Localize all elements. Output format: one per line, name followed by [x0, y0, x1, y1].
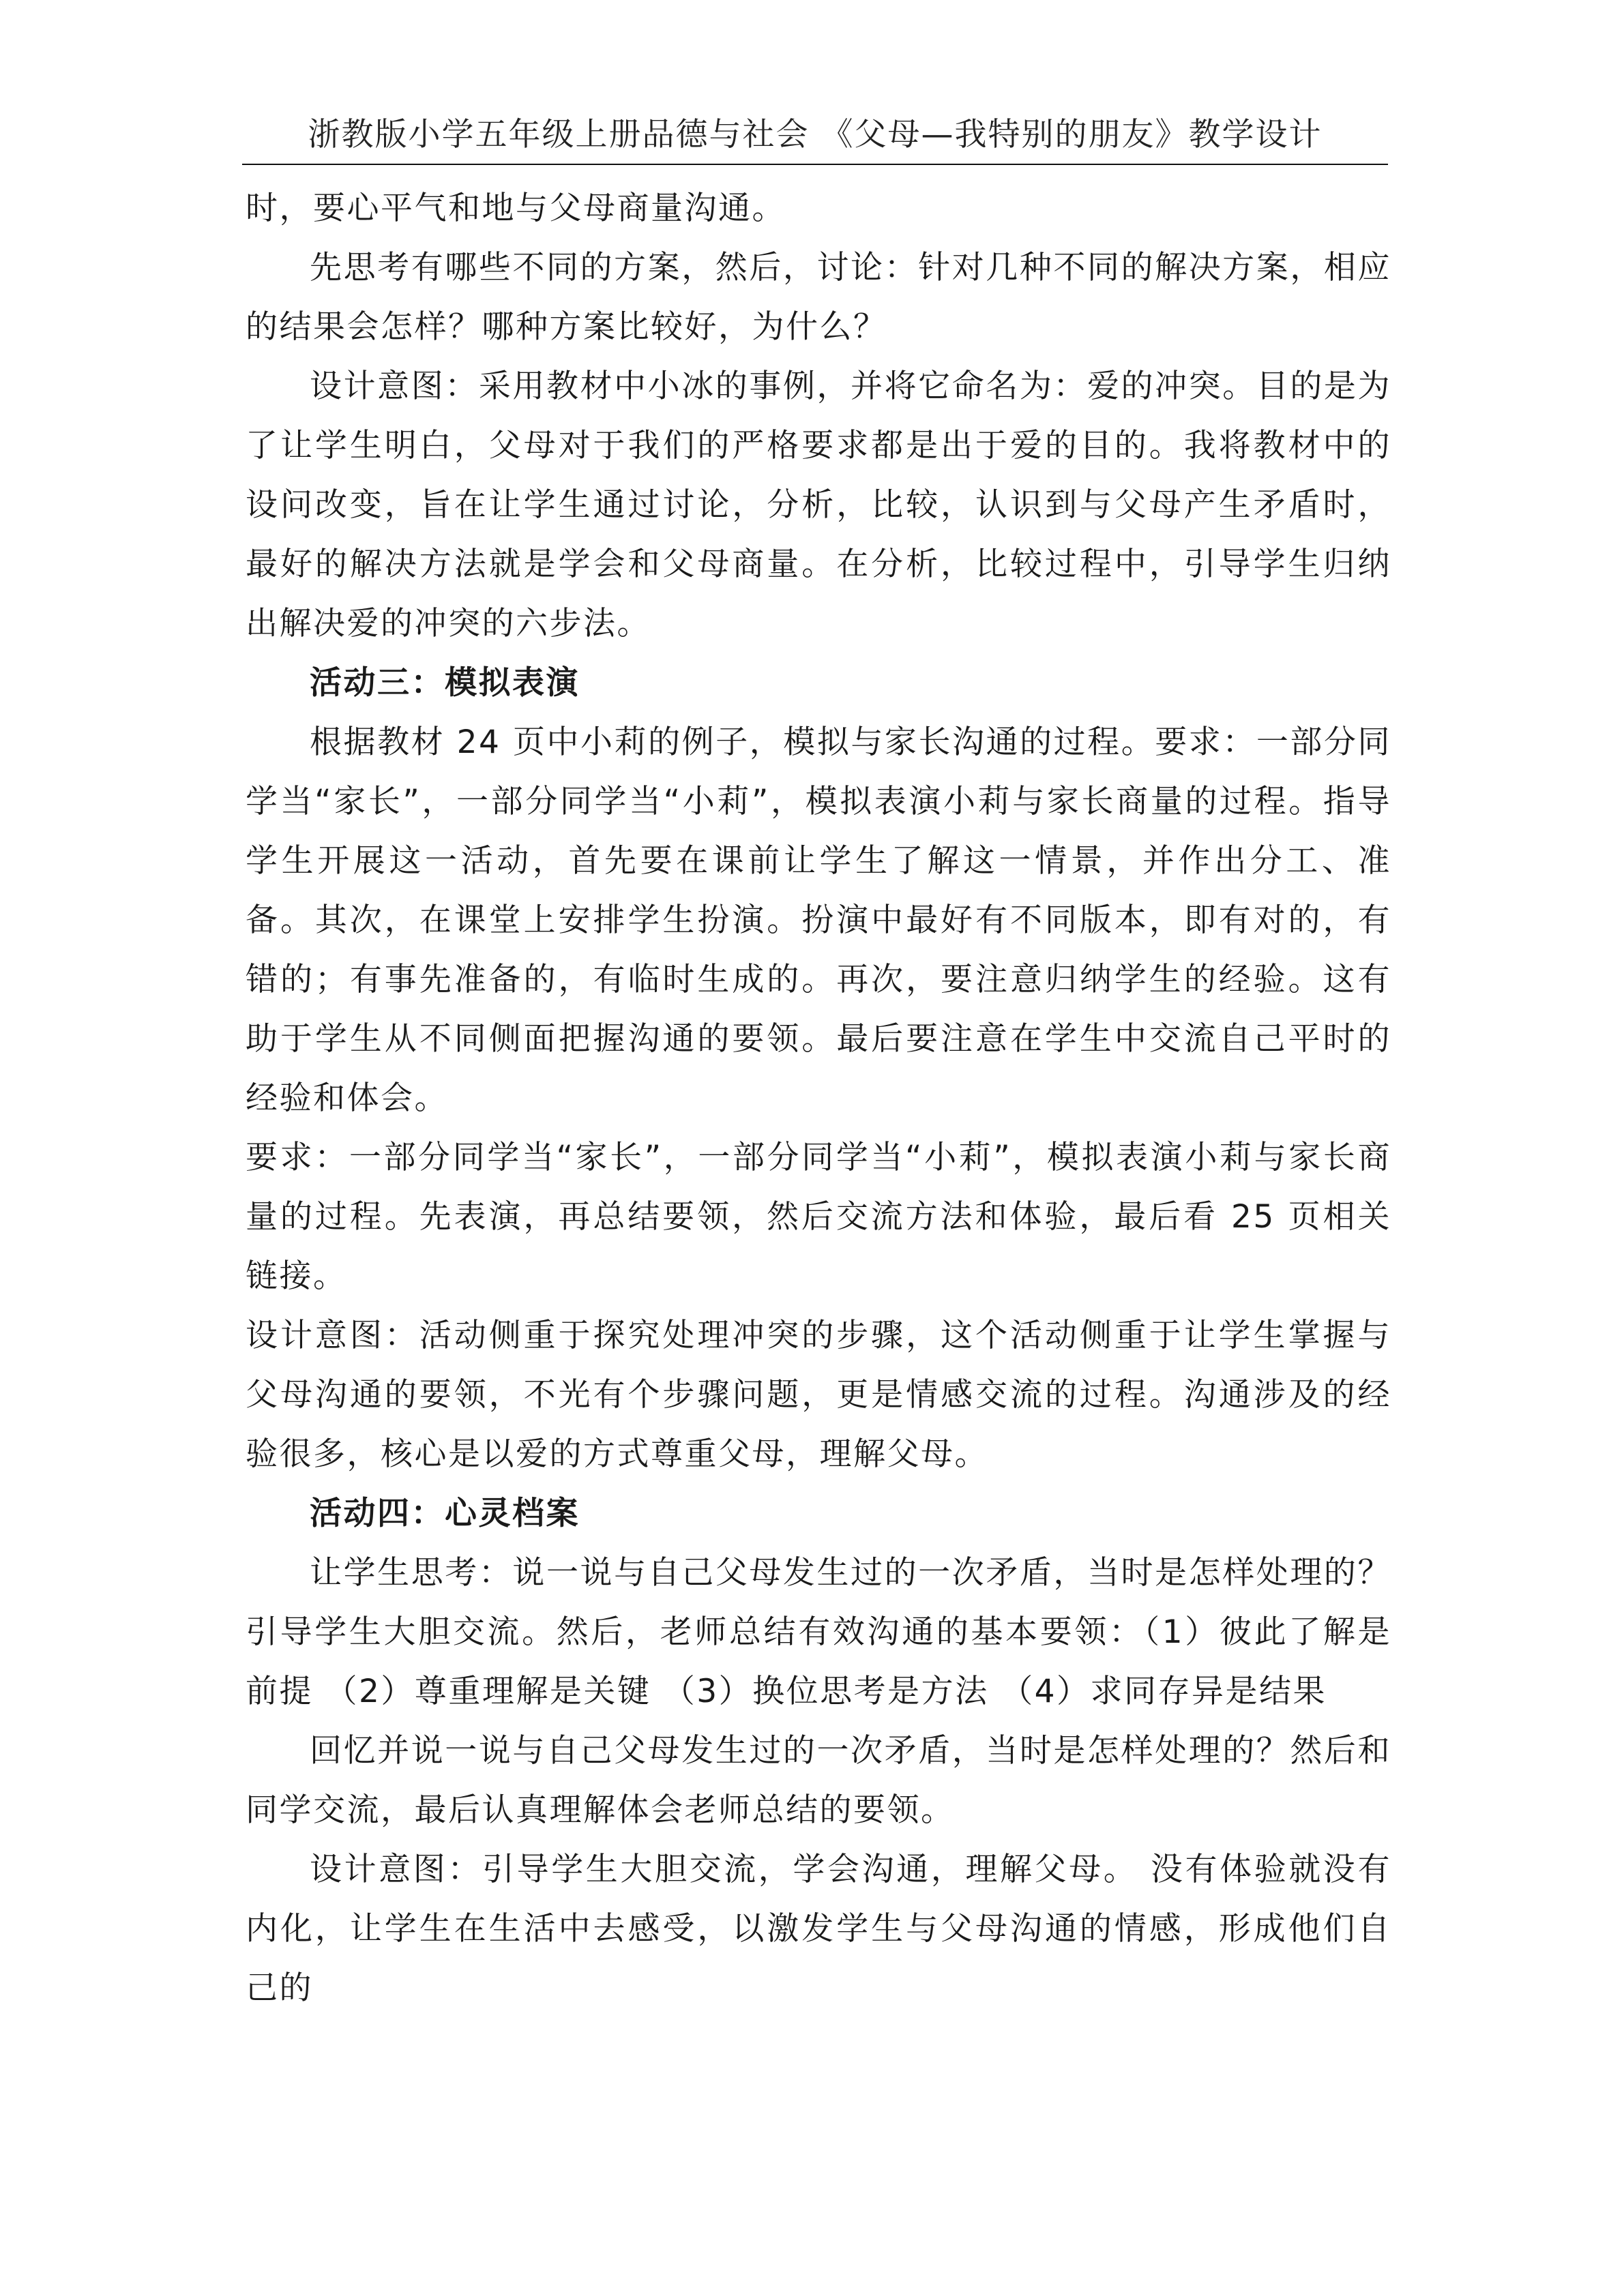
paragraph-design-intent: 设计意图：采用教材中小冰的事例，并将它命名为：爱的冲突。目的是为了让学生明白，父母对于我们的严格要求都是出于爱的目的。我将教材中的设问改变，旨在让学生通过讨论，分析，比较，认识到与父母产生矛盾时，最好的解决方法就是学会和父母商量。在分析，比较过程中，引导学生归纳出解决爱的冲突的六步法。 — [246, 368, 1391, 642]
paragraph: 回忆并说一说与自己父母发生过的一次矛盾，当时是怎样处理的？然后和同学交流，最后认真理解体会老师总结的要领。 — [246, 1732, 1391, 1829]
header-divider — [242, 164, 1388, 165]
section-heading-activity-3: 活动三：模拟表演 — [310, 664, 580, 702]
paragraph: 根据教材 24 页中小莉的例子，模拟与家长沟通的过程。要求：一部分同学当“家长”，一部分同学当“小莉”，模拟表演小莉与家长商量的过程。指导学生开展这一活动，首先要在课前让学生了解这一情景，并作出分工、准备。其次，在课堂上安排学生扮演。扮演中最好有不同版本，即有对的，有错的；有事先准备的，有临时生成的。再次，要注意归纳学生的经验。这有助于学生从不同侧面把握沟通的要领。最后要注意在学生中交流自己平时的经验和体会。 — [246, 724, 1391, 1117]
section-heading-activity-4: 活动四：心灵档案 — [310, 1495, 580, 1532]
paragraph: 先思考有哪些不同的方案，然后，讨论：针对几种不同的解决方案，相应的结果会怎样？哪种方案比较好，为什么？ — [246, 249, 1391, 346]
paragraph: 时，要心平气和地与父母商量沟通。 — [246, 190, 786, 227]
paragraph-design-intent: 设计意图：引导学生大胆交流，学会沟通，理解父母。 没有体验就没有内化，让学生在生活中去感受，以激发学生与父母沟通的情感，形成他们自己的 — [246, 1851, 1391, 2007]
paragraph: 让学生思考：说一说与自己父母发生过的一次矛盾，当时是怎样处理的？引导学生大胆交流。然后，老师总结有效沟通的基本要领：（1）彼此了解是前提 （2）尊重理解是关键 （3）换位思考是方法 （4）求同存异是结果 — [246, 1554, 1391, 1710]
paragraph-design-intent: 设计意图：活动侧重于探究处理冲突的步骤，这个活动侧重于让学生掌握与父母沟通的要领，不光有个步骤问题，更是情感交流的过程。沟通涉及的经验很多，核心是以爱的方式尊重父母，理解父母。 — [246, 1317, 1391, 1473]
page-header: 浙教版小学五年级上册品德与社会 《父母—我特别的朋友》教学设计 — [308, 116, 1323, 153]
document-body — [246, 179, 1391, 2018]
paragraph-requirements: 要求：一部分同学当“家长”，一部分同学当“小莉”，模拟表演小莉与家长商量的过程。先表演，再总结要领，然后交流方法和体验，最后看 25 页相关链接。 — [246, 1139, 1391, 1295]
